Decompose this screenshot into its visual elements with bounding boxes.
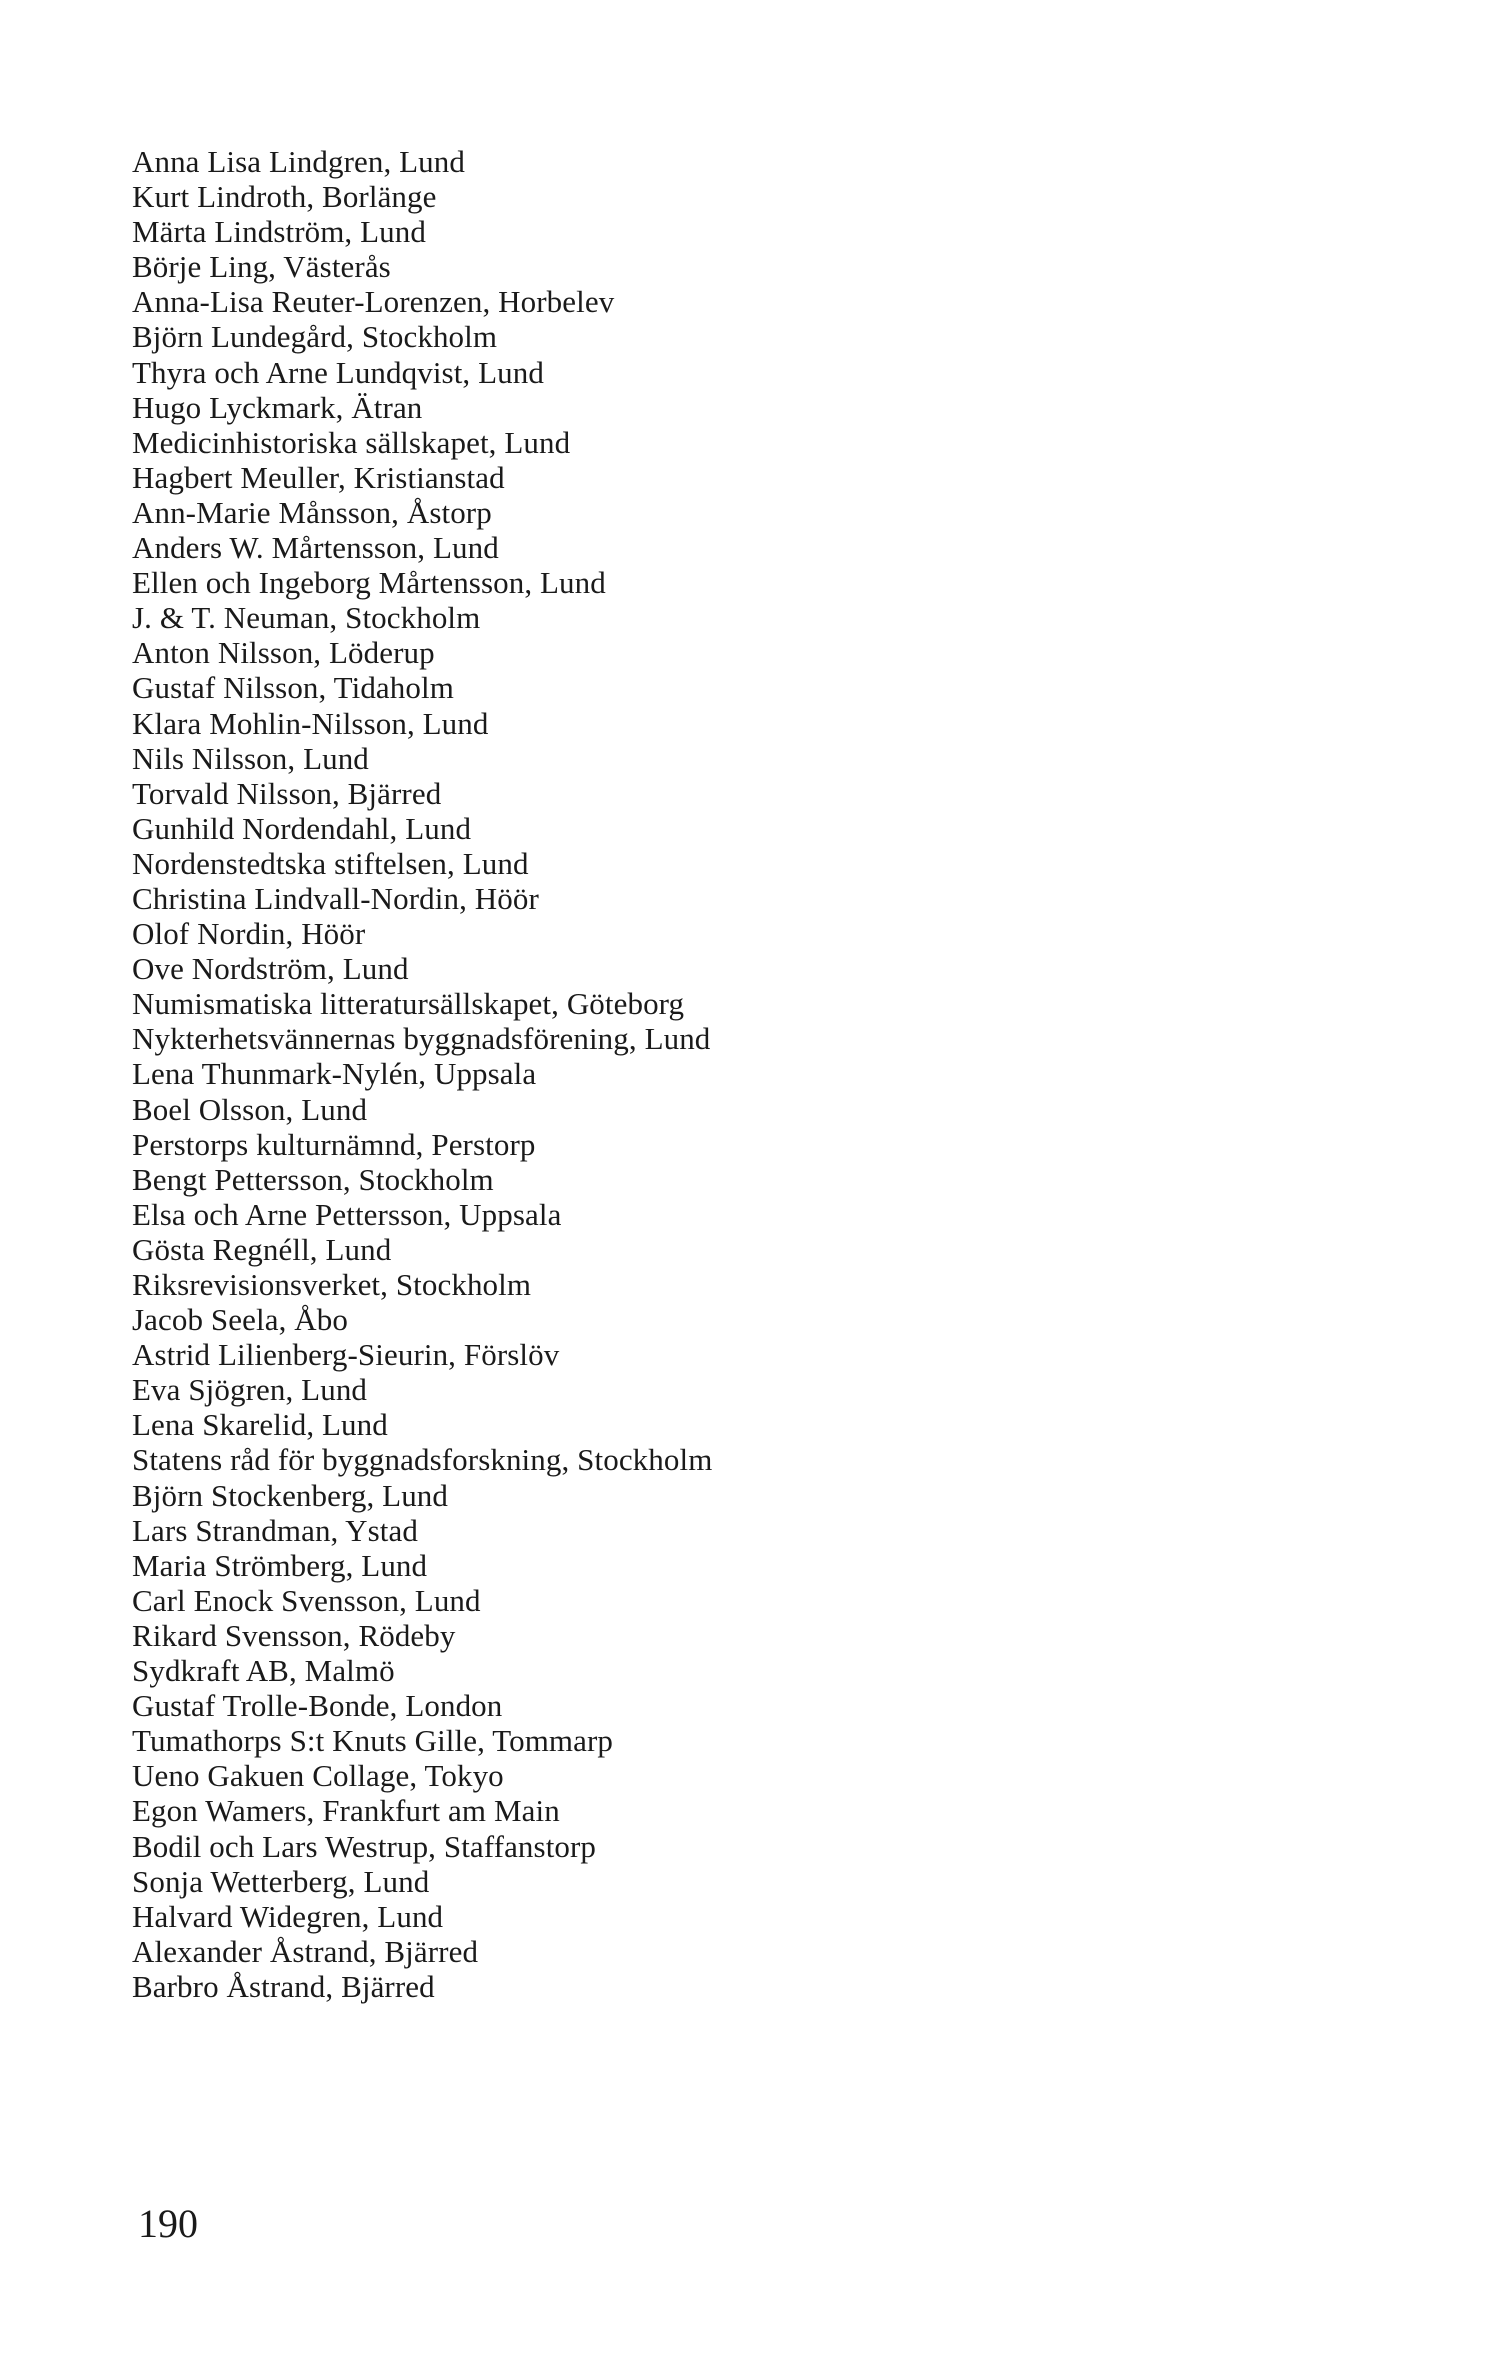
contributor-list <box>132 144 712 2004</box>
list-item: Tumathorps S:t Knuts Gille, Tommarp <box>132 1723 614 1759</box>
list-item: Ueno Gakuen Collage, Tokyo <box>132 1758 504 1794</box>
list-item: Hagbert Meuller, Kristianstad <box>132 459 505 495</box>
list-item: Thyra och Arne Lundqvist, Lund <box>132 354 544 390</box>
list-item: Christina Lindvall-Nordin, Höör <box>132 880 539 916</box>
list-item: Egon Wamers, Frankfurt am Main <box>132 1793 560 1829</box>
list-item: Klara Mohlin-Nilsson, Lund <box>132 705 489 741</box>
list-item: Perstorps kulturnämnd, Perstorp <box>132 1126 536 1162</box>
list-item: Lars Strandman, Ystad <box>132 1512 418 1548</box>
list-item: Ellen och Ingeborg Mårtensson, Lund <box>132 565 606 601</box>
list-item: Gustaf Trolle-Bonde, London <box>132 1688 503 1724</box>
list-item: Carl Enock Svensson, Lund <box>132 1582 481 1618</box>
list-item: Riksrevisionsverket, Stockholm <box>132 1267 532 1302</box>
list-item: Astrid Lilienberg-Sieurin, Förslöv <box>132 1337 560 1373</box>
list-item: Eva Sjögren, Lund <box>132 1372 368 1408</box>
list-item: Nykterhetsvännernas byggnadsförening, Lund <box>132 1021 711 1057</box>
list-item: Lena Thunmark-Nylén, Uppsala <box>132 1056 537 1092</box>
list-item: Anders W. Mårtensson, Lund <box>132 530 499 566</box>
list-item: Jacob Seela, Åbo <box>132 1302 348 1338</box>
list-item: Sydkraft AB, Malmö <box>132 1653 395 1689</box>
list-item: Sonja Wetterberg, Lund <box>132 1863 430 1899</box>
list-item: Gunhild Nordendahl, Lund <box>132 810 472 846</box>
list-item: Bengt Pettersson, Stockholm <box>132 1161 494 1197</box>
list-item: Anton Nilsson, Löderup <box>132 635 435 671</box>
list-item: Barbro Åstrand, Bjärred <box>132 1968 435 2004</box>
list-item: Nils Nilsson, Lund <box>132 740 369 776</box>
list-item: Gustaf Nilsson, Tidaholm <box>132 670 454 706</box>
list-item: Björn Lundegård, Stockholm <box>132 319 498 355</box>
list-item: Märta Lindström, Lund <box>132 214 426 250</box>
list-item: Anna Lisa Lindgren, Lund <box>132 144 465 179</box>
list-item: Ann-Marie Månsson, Åstorp <box>132 494 492 530</box>
list-item: Börje Ling, Västerås <box>132 249 391 285</box>
list-item: Elsa och Arne Pettersson, Uppsala <box>132 1196 562 1232</box>
list-item: Statens råd för byggnadsforskning, Stockholm <box>132 1442 713 1478</box>
list-item: Rikard Svensson, Rödeby <box>132 1617 456 1653</box>
list-item: Gösta Regnéll, Lund <box>132 1231 392 1267</box>
list-item: Halvard Widegren, Lund <box>132 1898 444 1934</box>
list-item: Kurt Lindroth, Borlänge <box>132 179 437 215</box>
list-item: Hugo Lyckmark, Ätran <box>132 389 423 425</box>
list-item: Lena Skarelid, Lund <box>132 1407 388 1443</box>
list-item: Björn Stockenberg, Lund <box>132 1477 448 1513</box>
list-item: Ove Nordström, Lund <box>132 951 409 987</box>
list-item: Olof Nordin, Höör <box>132 916 366 952</box>
list-item: Torvald Nilsson, Bjärred <box>132 775 442 811</box>
list-item: Boel Olsson, Lund <box>132 1091 368 1127</box>
list-item: Numismatiska litteratursällskapet, Göteborg <box>132 986 685 1022</box>
list-item: Bodil och Lars Westrup, Staffanstorp <box>132 1828 597 1864</box>
list-item: Anna-Lisa Reuter-Lorenzen, Horbelev <box>132 284 615 320</box>
list-item: Alexander Åstrand, Bjärred <box>132 1933 479 1969</box>
list-item: Nordenstedtska stiftelsen, Lund <box>132 845 529 881</box>
list-item: Medicinhistoriska sällskapet, Lund <box>132 424 571 460</box>
page-number: 190 <box>138 2201 198 2246</box>
list-item: J. & T. Neuman, Stockholm <box>132 600 481 636</box>
list-item: Maria Strömberg, Lund <box>132 1547 428 1583</box>
